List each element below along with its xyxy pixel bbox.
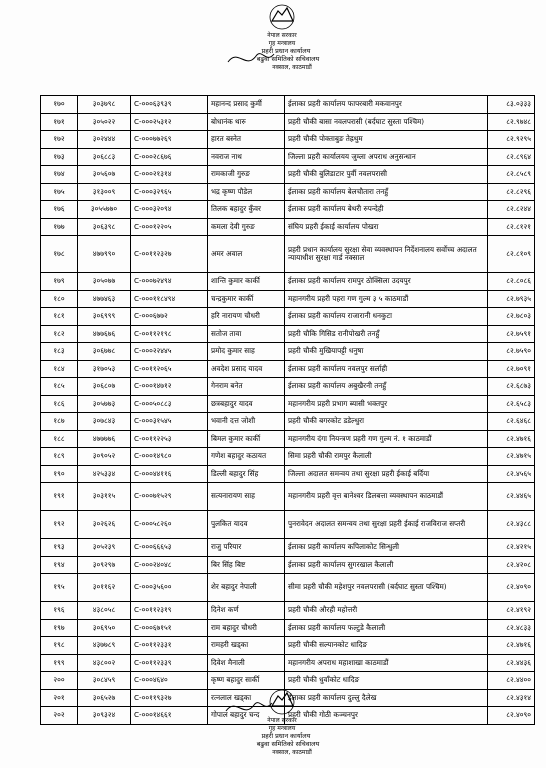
score-cell: ८२.८९६४: [488, 148, 535, 166]
roll-number-cell: ३०९३२४: [78, 707, 131, 725]
roll-number-cell: ३०७८४३: [78, 413, 131, 431]
serial-number-cell: १९५: [41, 574, 78, 602]
candidate-name-cell: दिनेश कर्ण: [208, 602, 285, 620]
table-row: [41, 430, 535, 448]
candidate-name-cell: रामकाजी गुरुङ: [208, 166, 285, 184]
symbol-number-cell: C-००११२३३१: [131, 637, 208, 655]
office-cell: प्रहरी चौकी बगरकोट डडेल्धुरा: [285, 413, 488, 431]
candidate-name-cell: कमला देवी गुरुङ: [208, 218, 285, 236]
candidate-name-cell: राम बहादुर चौधरी: [208, 619, 285, 637]
office-cell: प्रहरी चौकी औरही महोत्तरी: [285, 602, 488, 620]
stamp-line: नेपाल सरकार: [267, 32, 297, 39]
stamp-line: बढुवा समितिको सचिवालय: [256, 55, 320, 63]
office-cell: महानगरीय अपराध महाशाखा काठमाडौं: [285, 654, 488, 672]
candidate-name-cell: तिलक बहादुर कुँवर: [208, 201, 285, 219]
score-cell: ८२.४७१६: [488, 637, 535, 655]
roll-number-cell: ३०६८८३: [78, 148, 131, 166]
candidate-name-cell: रत्नलाल खड्का: [208, 689, 285, 707]
roll-number-cell: ३०३७९८: [78, 96, 131, 114]
roll-number-cell: ४७७६७६: [78, 325, 131, 343]
table-row: [41, 236, 535, 273]
symbol-number-cell: C-०००३२०९४: [131, 201, 208, 219]
score-cell: ८२.४७१५: [488, 448, 535, 466]
roll-number-cell: ४७७९९०: [78, 236, 131, 273]
office-cell: प्रहरी चौकी पोक्ताबुङ तेह्रथुम: [285, 131, 488, 149]
table-row: [41, 148, 535, 166]
serial-number-cell: २००: [41, 672, 78, 690]
candidate-name-cell: हरि नारायण चौधरी: [208, 308, 285, 326]
score-cell: ८२.४१९२: [488, 602, 535, 620]
score-cell: ८२.४५६५: [488, 465, 535, 483]
office-cell: जिल्ला अदालत समन्वय तथा सुरक्षा प्रहरी ईकाई बर्दिया: [285, 465, 488, 483]
symbol-number-cell: C-०००२१३१४: [131, 166, 208, 184]
score-cell: ८२.४२१५: [488, 539, 535, 557]
office-cell: प्रहरी चौकी सल्यानकोट धादिङ: [285, 637, 488, 655]
symbol-number-cell: C-००११९३२७: [131, 689, 208, 707]
candidate-name-cell: रामहरी खड्का: [208, 637, 285, 655]
table-row: [41, 218, 535, 236]
candidate-name-cell: गणेश बहादुर कठायत: [208, 448, 285, 466]
roll-number-cell: ३०५५७७०: [78, 201, 131, 219]
serial-number-cell: १९४: [41, 556, 78, 574]
table-row: [41, 96, 535, 114]
candidate-name-cell: हारत बस्नेत: [208, 131, 285, 149]
signature-scribble: [226, 703, 272, 711]
symbol-number-cell: C-०००१४९८०: [131, 448, 208, 466]
serial-number-cell: १९२: [41, 511, 78, 539]
table-row: [41, 637, 535, 655]
score-cell: ८२.४०९०: [488, 707, 535, 725]
candidate-name-cell: दिवेश मैनाली: [208, 654, 285, 672]
stamp-line: प्रहरी प्रधान कार्यालय: [261, 47, 311, 55]
office-cell: प्रहरी चौकि गिसिड रानीपोखरी तनहुँ: [285, 325, 488, 343]
roll-number-cell: ३०९०५२: [78, 448, 131, 466]
symbol-number-cell: C-०००६३९३९: [131, 96, 208, 114]
candidate-name-cell: नवराज नाथ: [208, 148, 285, 166]
official-stamp-top: [222, 4, 342, 72]
score-cell: ८२.७०९१: [488, 360, 535, 378]
roll-number-cell: ३०५०७७: [78, 273, 131, 291]
table-row: [41, 465, 535, 483]
results-table: [40, 95, 535, 725]
serial-number-cell: १७८: [41, 236, 78, 273]
symbol-number-cell: C-०००२५३१२: [131, 113, 208, 131]
score-cell: ८२.८१२१: [488, 218, 535, 236]
symbol-number-cell: C-०००१४७१२: [131, 378, 208, 396]
table-row: [41, 183, 535, 201]
candidate-name-cell: प्रमोद कुमार साह: [208, 343, 285, 361]
serial-number-cell: २०२: [41, 707, 78, 725]
roll-number-cell: ३०२६२६: [78, 511, 131, 539]
roll-number-cell: ४३८००२: [78, 654, 131, 672]
office-cell: महानगरीय प्रहरी प्रभाग ब्यासी भक्तपुर: [285, 395, 488, 413]
candidate-name-cell: सत्यनारायण साह: [208, 483, 285, 511]
office-cell: महानगरीय प्रहरी पहरा गण गुल्म ३ ५ काठमाडौं: [285, 290, 488, 308]
candidate-name-cell: गेनराम बनेत: [208, 378, 285, 396]
score-cell: ८२.८२९६: [488, 183, 535, 201]
roll-number-cell: ४३८०५८: [78, 602, 131, 620]
table-row: [41, 308, 535, 326]
symbol-number-cell: C-०००५८२६०: [131, 511, 208, 539]
score-cell: ८२.४४००: [488, 672, 535, 690]
roll-number-cell: ३०८४५९: [78, 672, 131, 690]
table-row: [41, 448, 535, 466]
roll-number-cell: ३०६९५०: [78, 619, 131, 637]
score-cell: ८२.७८०३: [488, 308, 535, 326]
roll-number-cell: ४२५३३४: [78, 465, 131, 483]
candidate-name-cell: भवानी दत्त जोशी: [208, 413, 285, 431]
serial-number-cell: १८७: [41, 413, 78, 431]
roll-number-cell: ३०५७७३: [78, 395, 131, 413]
symbol-number-cell: C-००११२३२७: [131, 236, 208, 273]
office-cell: जिल्ला प्रहरी कार्यालयय जुम्ला अपराध अनुसन्धान: [285, 148, 488, 166]
serial-number-cell: १८५: [41, 378, 78, 396]
table-row: [41, 360, 535, 378]
office-cell: प्रहरी चौकी मुखियापट्टी धनुषा: [285, 343, 488, 361]
symbol-number-cell: C-००११२१९८: [131, 325, 208, 343]
office-cell: ईलाका प्रहरी कार्यालय कपिलाकोट सिन्धुली: [285, 539, 488, 557]
office-cell: प्रहरी चौकी गोठी कञ्चनपुर: [285, 707, 488, 725]
serial-number-cell: १७५: [41, 183, 78, 201]
table-row: [41, 166, 535, 184]
office-cell: ईलाका प्रहरी कार्यालय नवलपुर सर्लाही: [285, 360, 488, 378]
score-cell: ८२.४७१६: [488, 430, 535, 448]
score-cell: ८२.८०८६: [488, 273, 535, 291]
candidate-name-cell: चन्द्रकुमार कार्की: [208, 290, 285, 308]
table-row: [41, 574, 535, 602]
table-row: [41, 602, 535, 620]
candidate-name-cell: महानन्द प्रसाद कुर्मी: [208, 96, 285, 114]
score-cell: ८२.४८३३: [488, 619, 535, 637]
roll-number-cell: ३१७०५३: [78, 360, 131, 378]
table-row: [41, 343, 535, 361]
candidate-name-cell: बिर सिंह बिष्ट: [208, 556, 285, 574]
candidate-name-cell: डिल्ली बहादुर सिंह: [208, 465, 285, 483]
candidate-name-cell: पुलकित यादव: [208, 511, 285, 539]
symbol-number-cell: C-०००४६४०: [131, 672, 208, 690]
candidate-name-cell: बोधानंक थारु: [208, 113, 285, 131]
score-cell: ८२.४४६५: [488, 483, 535, 511]
serial-number-cell: १९७: [41, 619, 78, 637]
office-cell: महानगरीय दंगा नियन्त्रण प्रहरी गण गुल्म नं. १ काठमाडौं: [285, 430, 488, 448]
stamp-line: बढुवा समितिको सचिवालय: [256, 740, 320, 748]
score-cell: ८२.७५९०: [488, 343, 535, 361]
results-table-body: [41, 96, 535, 725]
score-cell: ८२.७५९१: [488, 325, 535, 343]
table-row: [41, 672, 535, 690]
symbol-number-cell: C-०००३१५४५: [131, 413, 208, 431]
symbol-number-cell: C-०००३२९६५: [131, 183, 208, 201]
serial-number-cell: १९९: [41, 654, 78, 672]
stamp-line: नक्साल, काठमाडौं: [272, 749, 312, 756]
symbol-number-cell: C-०००२४०४८: [131, 556, 208, 574]
table-row: [41, 290, 535, 308]
office-cell: पुनरावेदन अदालत समन्वय तथा सुरक्षा प्रहरी ईकाई राजविराज सप्तरी: [285, 511, 488, 539]
serial-number-cell: १९०: [41, 465, 78, 483]
roll-number-cell: ३०६३९८: [78, 218, 131, 236]
office-cell: ईलाका प्रहरी कार्यालय रामपुर ठोक्सिला उदयपुर: [285, 273, 488, 291]
office-cell: महानगरीय प्रहरी वृत्त बानेश्वर डिलबत्ता व्यवस्थापन काठमाडौं: [285, 483, 488, 511]
score-cell: ८२.४३१४: [488, 689, 535, 707]
official-stamp-bottom: [222, 689, 342, 757]
roll-number-cell: ३०९२९७: [78, 556, 131, 574]
serial-number-cell: १७७: [41, 218, 78, 236]
stamp-line: गृह मन्त्रालय: [268, 40, 296, 47]
office-cell: ईलाका प्रहरी कार्यालय बेथरी रुपन्देही: [285, 201, 488, 219]
table-row: [41, 113, 535, 131]
roll-number-cell: ४७७४६३: [78, 290, 131, 308]
candidate-name-cell: शेर बहादुर नेपाली: [208, 574, 285, 602]
candidate-name-cell: छत्रबहादुर यादव: [208, 395, 285, 413]
roll-number-cell: ३०५२३९: [78, 539, 131, 557]
roll-number-cell: ३०६७७८: [78, 343, 131, 361]
symbol-number-cell: C-००११२०६५: [131, 360, 208, 378]
serial-number-cell: १८३: [41, 343, 78, 361]
symbol-number-cell: C-०००१२२०५: [131, 218, 208, 236]
serial-number-cell: १७३: [41, 148, 78, 166]
office-cell: सीमा प्रहरी चौकी महेशपुर नवलपरासी (बर्दघाट सुस्ता पश्चिम): [285, 574, 488, 602]
serial-number-cell: १७६: [41, 201, 78, 219]
serial-number-cell: १७४: [41, 166, 78, 184]
score-cell: ८२.६५८३: [488, 395, 535, 413]
serial-number-cell: २०१: [41, 689, 78, 707]
table-row: [41, 131, 535, 149]
roll-number-cell: ३०३११५: [78, 483, 131, 511]
serial-number-cell: १९३: [41, 539, 78, 557]
candidate-name-cell: शान्ति कुमार कार्की: [208, 273, 285, 291]
serial-number-cell: १९१: [41, 483, 78, 511]
table-row: [41, 201, 535, 219]
candidate-name-cell: बिमल कुमार कार्की: [208, 430, 285, 448]
table-row: [41, 511, 535, 539]
serial-number-cell: १७१: [41, 113, 78, 131]
serial-number-cell: १८४: [41, 360, 78, 378]
office-cell: ईलाका प्रहरी कार्यालय राजारानी धनकुटा: [285, 308, 488, 326]
serial-number-cell: १९६: [41, 602, 78, 620]
office-cell: ईलाका प्रहरी कार्यालय फल्टुडे कैलाली: [285, 619, 488, 637]
score-cell: ८२.४०९०: [488, 574, 535, 602]
score-cell: ८२.४४३६: [488, 654, 535, 672]
score-cell: ८२.९७४८: [488, 113, 535, 131]
symbol-number-cell: C-०००७१५२९: [131, 483, 208, 511]
office-cell: सिमा प्रहरी चौकी रामपुर कैलाली: [285, 448, 488, 466]
candidate-name-cell: अमर अवाल: [208, 236, 285, 273]
symbol-number-cell: C-००११२३१९: [131, 602, 208, 620]
table-row: [41, 325, 535, 343]
roll-number-cell: ३०५०२२: [78, 113, 131, 131]
serial-number-cell: १७०: [41, 96, 78, 114]
table-row: [41, 483, 535, 511]
table-row: [41, 378, 535, 396]
symbol-number-cell: C-०००५०८८३: [131, 395, 208, 413]
office-cell: ईलाका प्रहरी कार्यालय सुगरखाल कैलाली: [285, 556, 488, 574]
candidate-name-cell: सतोज तावा: [208, 325, 285, 343]
office-cell: प्रहरी चौकी बासा नवलपरासी (बर्दघाट सुस्ता पश्चिम): [285, 113, 488, 131]
score-cell: ८२.६४६८: [488, 413, 535, 431]
serial-number-cell: १९८: [41, 637, 78, 655]
score-cell: ८२.९२९५: [488, 131, 535, 149]
symbol-number-cell: C-०००३५६००: [131, 574, 208, 602]
roll-number-cell: ३०२४४४: [78, 131, 131, 149]
table-row: [41, 654, 535, 672]
serial-number-cell: १८६: [41, 395, 78, 413]
score-cell: ८३.०३३३: [488, 96, 535, 114]
score-cell: ८२.८५८९: [488, 166, 535, 184]
symbol-number-cell: C-०००६६६५३: [131, 539, 208, 557]
office-cell: प्रहरी चौकी बुलिडाटार पुर्वी नवलपरासी: [285, 166, 488, 184]
symbol-number-cell: C-००११२३३९: [131, 654, 208, 672]
roll-number-cell: ३०६९९९: [78, 308, 131, 326]
score-cell: ८२.८२४४: [488, 201, 535, 219]
office-cell: संघिय प्रहरी ईकाई कार्यालय पोखरा: [285, 218, 488, 236]
stamp-line: नेपाल सरकार: [267, 717, 297, 724]
score-cell: ८२.४२०८: [488, 556, 535, 574]
serial-number-cell: १८९: [41, 448, 78, 466]
office-cell: प्रहरी प्रधान कार्यालय सुरक्षा सेवा व्यवस्थापन निर्देशनालय सर्वोच्च अदालत न्यायाधीश सुरक्षा गार्ड नक्साल: [285, 236, 488, 273]
stamp-line: गृह मन्त्रालय: [268, 725, 296, 732]
table-row: [41, 619, 535, 637]
candidate-name-cell: अवदेश प्रसाद यादव: [208, 360, 285, 378]
serial-number-cell: १७९: [41, 273, 78, 291]
symbol-number-cell: C-०००७७२६९: [131, 131, 208, 149]
symbol-number-cell: C-०००२८६७६: [131, 148, 208, 166]
office-cell: ईलाका प्रहरी कार्यालय दुल्लु दैलेख: [285, 689, 488, 707]
candidate-name-cell: गोपाल बहादुर चन्द: [208, 707, 285, 725]
roll-number-cell: ३०५६०७: [78, 166, 131, 184]
table-row: [41, 413, 535, 431]
serial-number-cell: १८१: [41, 308, 78, 326]
symbol-number-cell: C-०००४४११६: [131, 465, 208, 483]
stamp-line: प्रहरी प्रधान कार्यालय: [261, 732, 311, 740]
candidate-name-cell: भद्र कृष्ण पौडेल: [208, 183, 285, 201]
symbol-number-cell: C-०००६७७२: [131, 308, 208, 326]
office-cell: ईलाका प्रहरी कार्यालय अबुखैरनी तनहुँ: [285, 378, 488, 396]
score-cell: ८२.७९३५: [488, 290, 535, 308]
roll-number-cell: ४७७७७६: [78, 430, 131, 448]
score-cell: ८२.८१०९: [488, 236, 535, 273]
serial-number-cell: १८२: [41, 325, 78, 343]
roll-number-cell: ३०६८०७: [78, 378, 131, 396]
symbol-number-cell: C-०००६७१५१: [131, 619, 208, 637]
table-row: [41, 395, 535, 413]
office-cell: प्रहरी चौकी धुवाँकोट धादिङ: [285, 672, 488, 690]
serial-number-cell: १८०: [41, 290, 78, 308]
office-cell: ईलाका प्रहरी कार्यालय फापरबारी मकवानपुर: [285, 96, 488, 114]
roll-number-cell: ४३७७८९: [78, 637, 131, 655]
serial-number-cell: १८८: [41, 430, 78, 448]
table-row: [41, 539, 535, 557]
symbol-number-cell: C-०००२२४४५: [131, 343, 208, 361]
candidate-name-cell: राजु परियार: [208, 539, 285, 557]
roll-number-cell: ३१३००९: [78, 183, 131, 201]
symbol-number-cell: C-००११२२५३: [131, 430, 208, 448]
roll-number-cell: ३०६५२७: [78, 689, 131, 707]
serial-number-cell: १७२: [41, 131, 78, 149]
roll-number-cell: ३०११६२: [78, 574, 131, 602]
score-cell: ८२.४३८८: [488, 511, 535, 539]
symbol-number-cell: C-०००१४६६१: [131, 707, 208, 725]
table-row: [41, 556, 535, 574]
stamp-line: नक्साल, काठमाडौं: [272, 64, 312, 71]
symbol-number-cell: C-०००७२४९४: [131, 273, 208, 291]
office-cell: ईलाका प्रहरी कार्यालय बेलचौतारा तनहुँ: [285, 183, 488, 201]
symbol-number-cell: C-०००११८४९४: [131, 290, 208, 308]
table-row: [41, 273, 535, 291]
score-cell: ८२.६८७३: [488, 378, 535, 396]
candidate-name-cell: कृष्ण बहादुर सार्की: [208, 672, 285, 690]
